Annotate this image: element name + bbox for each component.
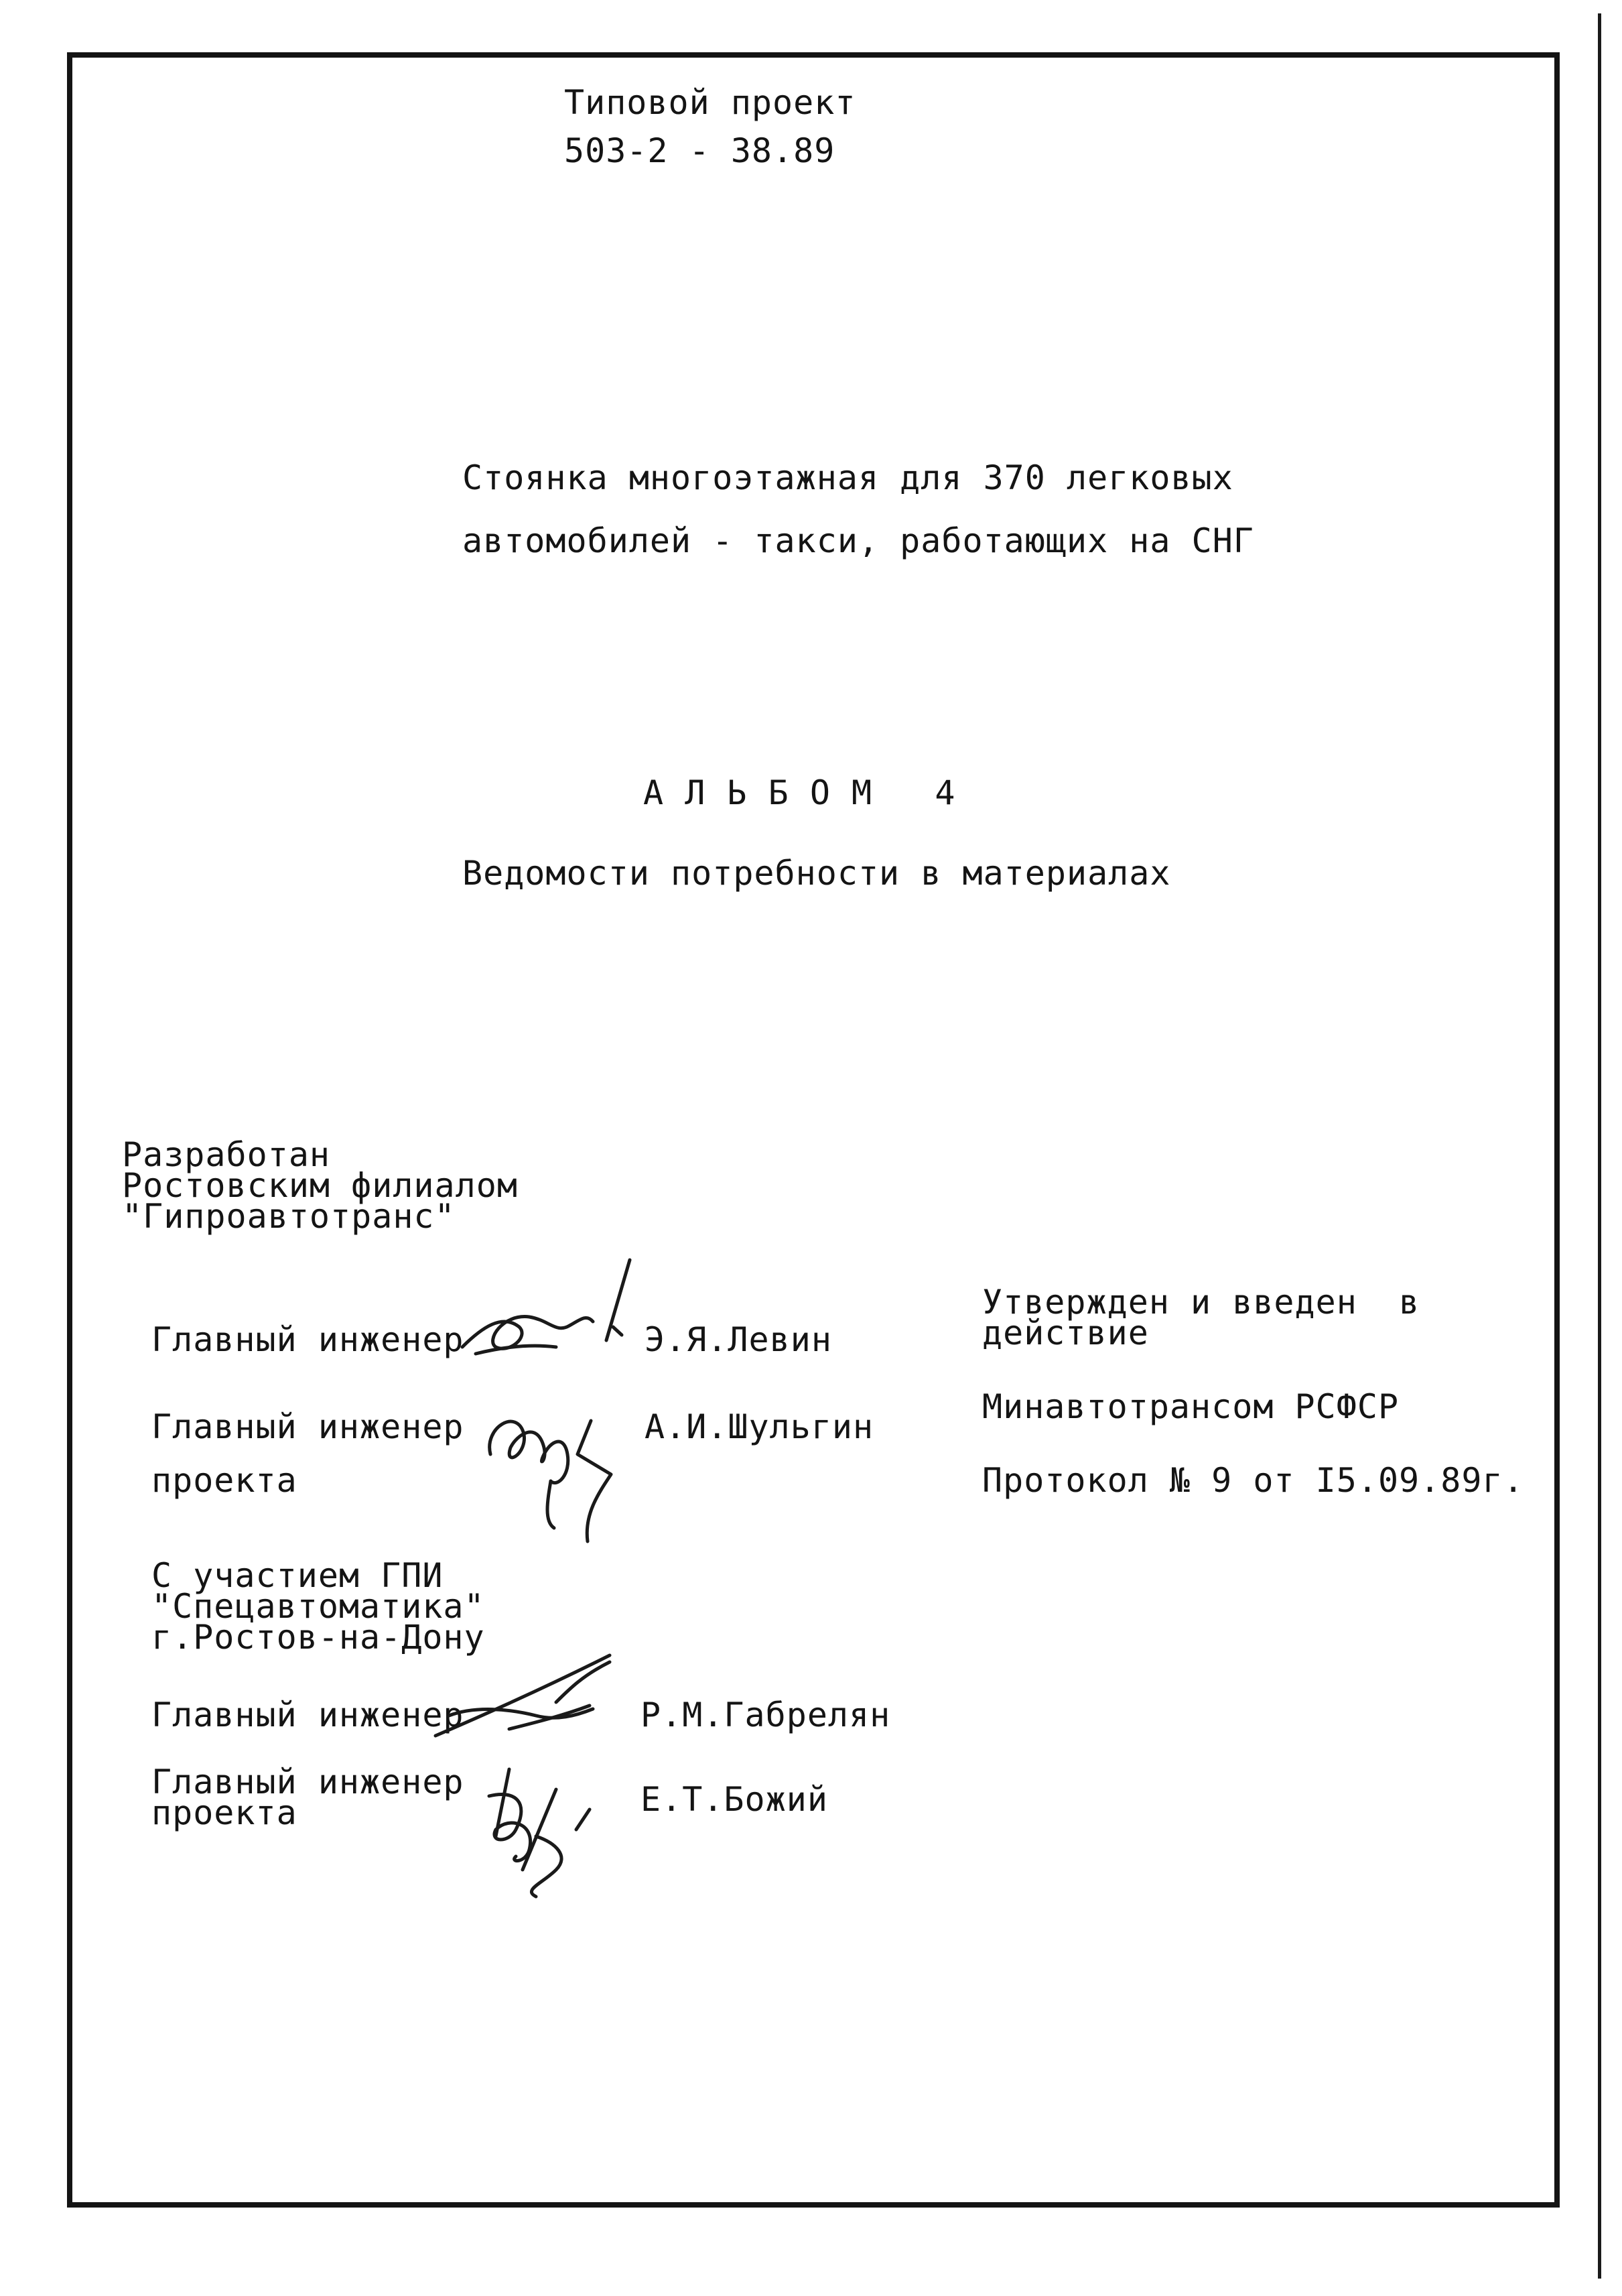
signatory-2-name: А.И.Шульгин (645, 1407, 874, 1446)
title-line-1: Стоянка многоэтажная для 370 легковых (462, 458, 1233, 497)
project-number: 503-2 - 38.89 (564, 131, 835, 170)
approval-line-1: Утвержден и введен в (982, 1283, 1420, 1322)
signatory-1-name: Э.Я.Левин (645, 1320, 832, 1359)
developer-line-1: Разработан (122, 1135, 331, 1174)
signatory-2-role-line-2: проекта (151, 1461, 297, 1500)
signatory-3-role: Главный инженер (151, 1696, 464, 1734)
signature-shulgin (477, 1381, 638, 1568)
approval-protocol: Протокол № 9 от I5.09.89г. (982, 1461, 1524, 1500)
approval-line-2: действие (982, 1314, 1149, 1352)
signatory-4-role-line-1: Главный инженер (151, 1763, 464, 1801)
signatory-4-name: Е.Т.Божий (640, 1780, 828, 1819)
signatory-2-role-line-1: Главный инженер (151, 1407, 464, 1446)
signatory-1-role: Главный инженер (151, 1320, 464, 1359)
signature-gabrelyan (422, 1649, 650, 1756)
project-type-label: Типовой проект (564, 83, 856, 122)
developer-line-2: Ростовским филиалом (122, 1166, 518, 1205)
approval-ministry: Минавтотрансом РСФСР (982, 1387, 1400, 1426)
album-subtitle: Ведомости потребности в материалах (462, 854, 1171, 893)
signature-bozhiy (456, 1756, 616, 1903)
participation-line-1: С участием ГПИ (151, 1556, 444, 1595)
scan-edge-line (1598, 13, 1601, 2279)
participation-line-2: "Спецавтоматика" (151, 1587, 485, 1626)
developer-line-3: "Гипроавтотранс" (122, 1197, 456, 1236)
signatory-4-role-line-2: проекта (151, 1793, 297, 1832)
page-frame (67, 52, 1560, 2208)
participation-line-3: г.Ростов-на-Дону (151, 1618, 485, 1657)
signature-levin (456, 1247, 650, 1374)
album-heading: А Л Ь Б О М 4 (643, 773, 956, 812)
signatory-3-name: Р.М.Габрелян (640, 1696, 891, 1734)
title-line-2: автомобилей - такси, работающих на СНГ (462, 521, 1254, 560)
